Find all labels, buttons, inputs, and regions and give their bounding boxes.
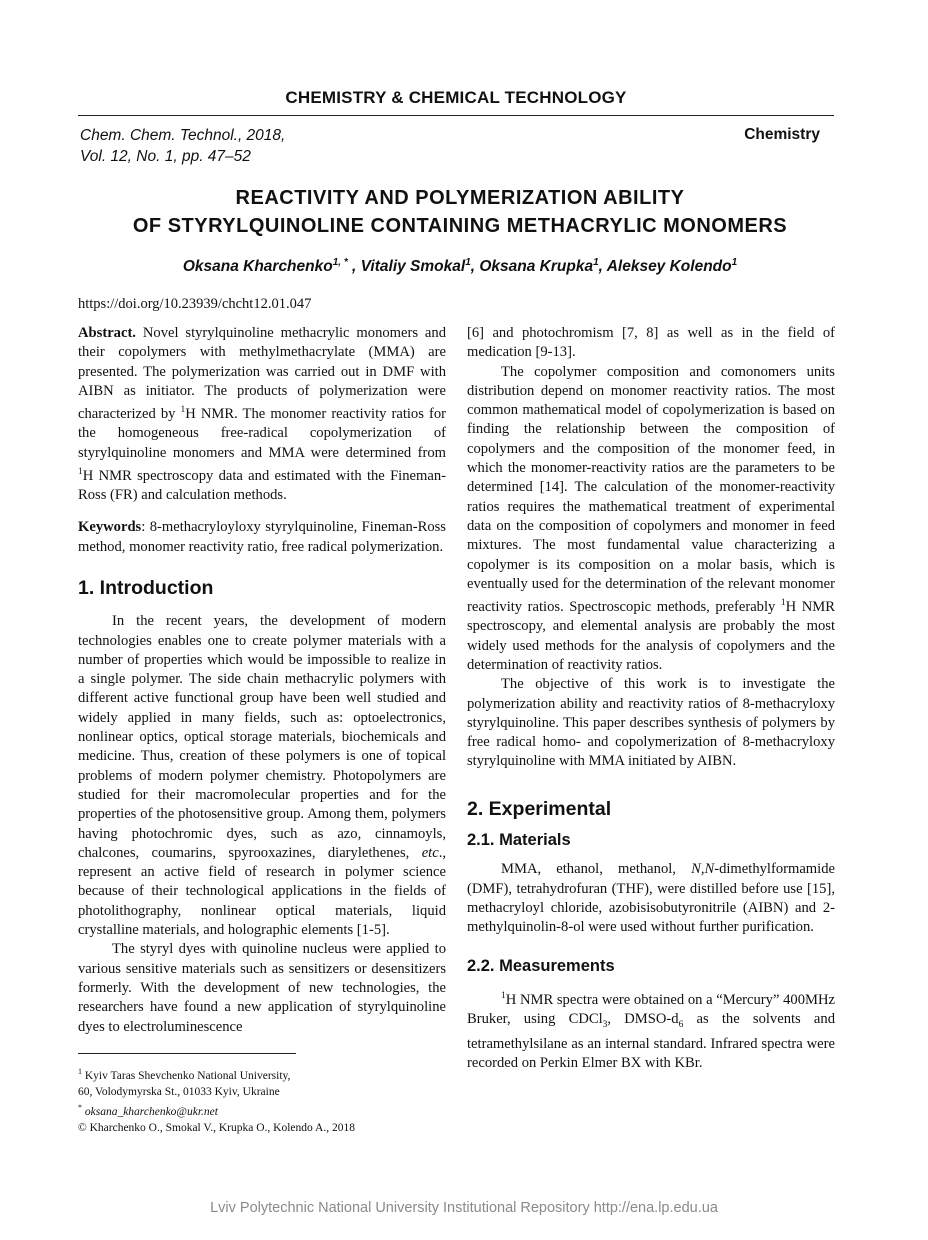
right-column (467, 324, 835, 1074)
paragraph-text: H NMR spectroscopy, and elemental analysis are probably the most widely used methods for the analysis of copolymers and the determination of reactivity ratios. (467, 599, 836, 673)
paragraph-text: The copolymer composition and comonomers units distribution depend on monomer reactivity ratios. The most common mathematical model of copolymerization is based on finding the relationship between the composition of copolymers and the composition of the monomer feed, in which the monomer-reactivity ratios are the parameters to be determined [14]. The calculation of the monomer-reactivity ratios requires the mathematical treatment of experimental data on the composition of copolymers and monomer in feed mixtures. The most fundamental value characterizing a copolymer is its composition on a molar basis, which is eventually used for the determination of the relevant monomer reactivity ratios. Spectroscopic methods, preferably (467, 363, 835, 616)
abstract (78, 324, 446, 505)
superscript: 1 (780, 598, 786, 609)
superscript: 1 (180, 405, 186, 416)
abstract-text: Novel styrylquinoline methacrylic monomers and their copolymers with methylmethacrylate (MMA) are presented. The polymerization was carried out in DMF with AIBN as initiator. The products of polymerization were characterized by (78, 325, 446, 423)
paragraph: The styryl dyes with quinoline nucleus were applied to various sensitive materials such as sensitizers or desensitizers formerly. With the development of new technologies, the researchers have found a new application of styrylquinoline dyes to electroluminescence (78, 941, 446, 1035)
author-name: Oksana Kharchenko (182, 258, 333, 276)
article-title (60, 184, 860, 240)
subsection-heading-measurements: 2.2. Measurements (467, 957, 615, 976)
footnote-affiliation (78, 1064, 355, 1084)
footnote-email (78, 1100, 355, 1120)
paragraph: [6] and photochromism [7, 8] as well as in the field of medication [9-13]. (467, 325, 835, 361)
paragraph (467, 363, 835, 676)
subscript: 3 (602, 1019, 608, 1030)
footnote-copyright: © Kharchenko O., Smokal V., Krupka O., Kolendo A., 2018 (78, 1121, 355, 1134)
author-name: Vitaliy Smokal (360, 258, 466, 276)
paragraph-text: , DMSO-d (607, 1010, 679, 1027)
doi-link[interactable]: https://doi.org/10.23939/chcht12.01.047 (78, 296, 312, 312)
email-link[interactable]: oksana_kharchenko@ukr.net (82, 1105, 218, 1118)
paragraph-text: H NMR spectra were obtained on a “Mercury” 400MHz Bruker, using CDCl (467, 991, 835, 1027)
paragraph (467, 860, 835, 937)
footnote-marker: * (78, 1102, 82, 1112)
footnote-address: 60, Volodymyrska St., 01033 Kyiv, Ukraine (78, 1085, 280, 1098)
citation-line-1: Chem. Chem. Technol., 2018, (80, 127, 286, 144)
author-separator: , (347, 258, 361, 276)
abstract-text: H NMR. The monomer reactivity ratios for the homogeneous free-radical copolymerization of styrylquinoline monomers and MMA were determined from (78, 406, 446, 461)
author-affiliation: 1 (465, 257, 471, 268)
abstract-label: Abstract. (78, 325, 136, 341)
superscript: 1 (501, 990, 506, 1001)
italic-text: N,N (691, 861, 715, 878)
citation (80, 125, 285, 167)
subscript: 6 (678, 1019, 684, 1030)
paragraph (78, 612, 446, 940)
section-tag: Chemistry (744, 126, 820, 143)
section-heading-introduction: 1. Introduction (78, 576, 214, 599)
superscript: 1 (78, 466, 83, 477)
paragraph (467, 987, 835, 1074)
author-list (60, 257, 860, 276)
footnote-marker: 1 (78, 1067, 82, 1076)
footnotes (78, 1064, 355, 1136)
title-line-1: REACTIVITY AND POLYMERIZATION ABILITY (235, 187, 685, 209)
paragraph-text: ., represent an active field of research in polymer science because of their technological applications in the fields of photolithography, nonlinear optical materials, liquid crystalline materials, and holographic elements [1-5]. (78, 844, 446, 939)
header-divider (78, 115, 834, 116)
author-affiliation: 1, * (332, 257, 348, 268)
paragraph-text: as the solvents and tetramethylsilane as an internal standard. Infrared spectra were recorded on Perkin Elmer BX with KBr. (467, 1010, 835, 1072)
paragraph-text: In the recent years, the development of modern technologies enables one to create polymer materials with a number of properties which would be impossible to realize in a single polymer. The side chain methacrylic polymers with different active functional group have been well studied and widely applied in many fields, such as: optoelectronics, nonlinear optics, optical storage materials, biochemicals and medicine. Thus, creation of these polymers is one of topical problems of modern polymer chemistry. Photopolymers are studied for their macromolecular properties and for the properties of the photosensitive group. Among them, polymers having photochromic dyes, such as azo, cinnamoyls, chalcones, coumarins, spyrooxazines, diarylethenes, (78, 613, 446, 861)
paragraph-text: -dimethylformamide (DMF), tetrahydrofuran (THF), were distilled before use [15], methacryloyl chloride, azobisisobutyronitrile (AIBN) and 2-methylquinolin-8-ol were used without further purification. (467, 861, 835, 936)
repository-footer: Lviv Polytechnic National University Institutional Repository http://ena.lp.edu.ua (210, 1200, 718, 1216)
abstract-text: H NMR spectroscopy data and estimated with the Fineman-Ross (FR) and calculation methods. (78, 467, 446, 504)
author-affiliation: 1 (593, 257, 599, 268)
title-line-2: OF STYRYLQUINOLINE CONTAINING METHACRYLIC MONOMERS (132, 215, 788, 237)
footnote-divider (78, 1053, 296, 1054)
citation-line-2: Vol. 12, No. 1, pp. 47–52 (80, 148, 251, 165)
keywords (78, 518, 446, 557)
left-column (78, 324, 446, 1037)
author-separator: , (598, 258, 607, 276)
footnote-text: Kyiv Taras Shevchenko National University, (82, 1069, 291, 1082)
author-name: Oksana Krupka (479, 258, 594, 276)
keywords-label: Keywords (78, 519, 142, 536)
author-separator: , (470, 258, 480, 276)
journal-header: CHEMISTRY & CHEMICAL TECHNOLOGY (285, 88, 627, 107)
paragraph-text: MMA, ethanol, methanol, (501, 861, 692, 878)
subsection-heading-materials: 2.1. Materials (467, 830, 571, 849)
keywords-text: : 8-methacryloyloxy styrylquinoline, Fineman-Ross method, monomer reactivity ratio, free radical polymerization. (78, 519, 446, 555)
italic-text: etc (421, 844, 439, 861)
author-affiliation: 1 (731, 257, 738, 268)
paragraph: The objective of this work is to investigate the polymerization ability and reactivity ratios of 8-methacryloxy styrylquinoline. This paper describes synthesis of polymers by free radical homo- and copolymerization of 8-methacryloxy styrylquinoline with MMA initiated by AIBN. (467, 676, 835, 770)
section-heading-experimental: 2. Experimental (467, 797, 612, 820)
author-name: Aleksey Kolendo (606, 258, 732, 276)
